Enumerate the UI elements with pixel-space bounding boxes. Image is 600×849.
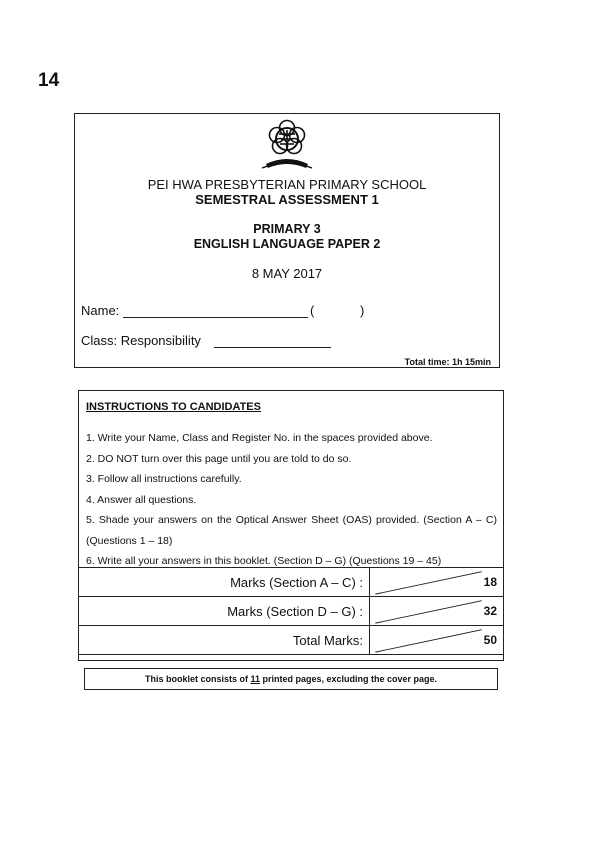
- instructions-heading: INSTRUCTIONS TO CANDIDATES: [86, 401, 261, 413]
- total-time: Total time: 1h 15min: [404, 357, 491, 367]
- marks-score-cell: [370, 626, 504, 655]
- marks-label: Total Marks:: [79, 626, 370, 655]
- table-row: [79, 597, 504, 626]
- instruction-item: 5. Shade your answers on the Optical Answer Sheet (OAS) provided. (Section A – C) (Questions 1 – 18): [86, 514, 497, 547]
- assessment-title: SEMESTRAL ASSESSMENT 1: [195, 192, 379, 207]
- school-name: PEI HWA PRESBYTERIAN PRIMARY SCHOOL: [147, 177, 427, 192]
- cover-header-box: [74, 113, 500, 368]
- marks-score-cell: [370, 597, 504, 626]
- school-crest-logo: [260, 118, 314, 176]
- page-number: 14: [38, 70, 60, 91]
- instruction-item: 2. DO NOT turn over this page until you are told to do so.: [86, 452, 352, 465]
- instruction-item: 3. Follow all instructions carefully.: [86, 473, 242, 485]
- marks-score-cell: [370, 568, 504, 597]
- page-count: 11: [250, 674, 260, 684]
- register-no-open-paren: (: [310, 303, 315, 318]
- marks-label: Marks (Section D – G) :: [79, 597, 370, 626]
- class-label: Class: Responsibility: [81, 333, 201, 348]
- name-label: Name:: [81, 303, 120, 318]
- instruction-item: 4. Answer all questions.: [86, 493, 197, 506]
- table-row: [79, 626, 504, 655]
- marks-total: 18: [483, 575, 497, 589]
- diagonal-slash: [370, 597, 503, 625]
- class-field-line[interactable]: [214, 347, 331, 348]
- level-title: PRIMARY 3: [253, 222, 321, 236]
- marks-label: Marks (Section A – C) :: [79, 568, 370, 597]
- instructions-box: [78, 390, 504, 661]
- page-count-note: [84, 668, 498, 690]
- marks-total: 50: [483, 633, 497, 647]
- diagonal-slash: [370, 626, 503, 654]
- paper-title: ENGLISH LANGUAGE PAPER 2: [193, 237, 381, 251]
- instructions-list: [86, 428, 497, 572]
- instruction-item: 6. Write all your answers in this booklet. (Section D – G) (Questions 19 – 45): [86, 555, 442, 567]
- name-field-line[interactable]: [123, 317, 308, 318]
- marks-table: [78, 567, 504, 655]
- register-no-close-paren: ): [360, 303, 365, 318]
- table-row: [79, 568, 504, 597]
- marks-total: 32: [483, 604, 497, 618]
- page-count-text-before: This booklet consists of: [144, 674, 251, 684]
- diagonal-slash: [370, 568, 503, 596]
- page-count-text-after: printed pages, excluding the cover page.: [259, 674, 438, 684]
- exam-date: 8 MAY 2017: [251, 266, 323, 281]
- instruction-item: 1. Write your Name, Class and Register No. in the spaces provided above.: [86, 432, 433, 444]
